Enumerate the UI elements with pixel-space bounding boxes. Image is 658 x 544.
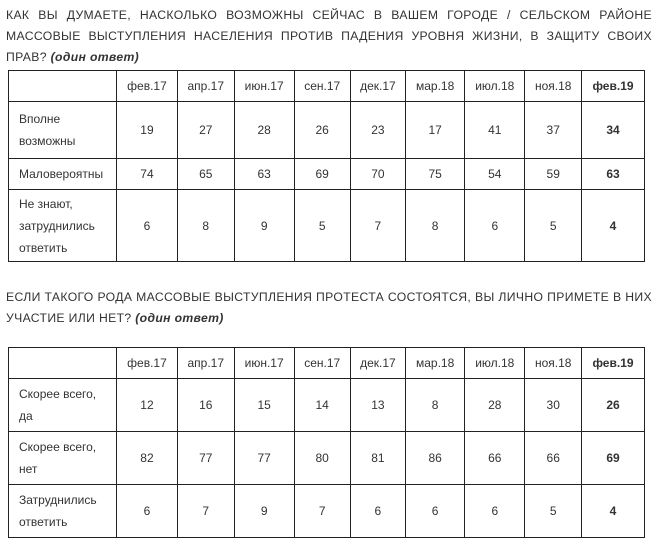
cell-value: 63 xyxy=(234,159,294,190)
cell-value: 41 xyxy=(465,102,525,159)
cell-value-latest: 69 xyxy=(582,432,645,485)
cell-value: 15 xyxy=(234,379,294,432)
column-header: июн.17 xyxy=(234,348,294,379)
question-2 xyxy=(6,287,652,329)
cell-value: 69 xyxy=(294,159,350,190)
cell-value: 27 xyxy=(177,102,234,159)
table-row xyxy=(9,432,645,485)
cell-value: 7 xyxy=(294,485,350,538)
cell-value: 82 xyxy=(117,432,178,485)
cell-value: 6 xyxy=(465,190,525,262)
cell-value: 6 xyxy=(465,485,525,538)
column-header-latest: фев.19 xyxy=(582,71,645,102)
cell-value: 86 xyxy=(406,432,465,485)
cell-value: 5 xyxy=(525,190,582,262)
cell-value: 5 xyxy=(294,190,350,262)
row-label: Скорее всего, да xyxy=(9,379,117,432)
cell-value: 66 xyxy=(525,432,582,485)
results-table-2 xyxy=(8,347,645,538)
column-header: июл.18 xyxy=(465,71,525,102)
question-1-text: КАК ВЫ ДУМАЕТЕ, НАСКОЛЬКО ВОЗМОЖНЫ СЕЙЧАС В ВАШЕМ ГОРОДЕ / СЕЛЬСКОМ РАЙОНЕ МАССОВЫЕ ВЫСТУПЛЕНИЯ НАСЕЛЕНИЯ ПРОТИВ ПАДЕНИЯ УРОВНЯ ЖИЗНИ, В ЗАЩИТУ СВОИХ ПРАВ? xyxy=(6,8,652,64)
cell-value: 8 xyxy=(177,190,234,262)
header-corner-cell xyxy=(9,71,117,102)
cell-value-latest: 4 xyxy=(582,190,645,262)
cell-value: 9 xyxy=(234,190,294,262)
cell-value: 80 xyxy=(294,432,350,485)
cell-value: 16 xyxy=(177,379,234,432)
column-header: дек.17 xyxy=(350,71,405,102)
cell-value: 8 xyxy=(406,379,465,432)
question-2-text: ЕСЛИ ТАКОГО РОДА МАССОВЫЕ ВЫСТУПЛЕНИЯ ПРОТЕСТА СОСТОЯТСЯ, ВЫ ЛИЧНО ПРИМЕТЕ В НИХ УЧАСТИЕ ИЛИ НЕТ? xyxy=(6,290,652,325)
column-header: июн.17 xyxy=(234,71,294,102)
cell-value: 59 xyxy=(525,159,582,190)
question-1 xyxy=(6,5,652,68)
cell-value: 81 xyxy=(350,432,405,485)
cell-value: 54 xyxy=(465,159,525,190)
header-corner-cell xyxy=(9,348,117,379)
cell-value: 6 xyxy=(117,190,178,262)
column-header: дек.17 xyxy=(350,348,405,379)
column-header-latest: фев.19 xyxy=(582,348,645,379)
column-header: апр.17 xyxy=(177,71,234,102)
cell-value-latest: 63 xyxy=(582,159,645,190)
column-header: ноя.18 xyxy=(525,348,582,379)
cell-value: 77 xyxy=(234,432,294,485)
cell-value: 23 xyxy=(350,102,405,159)
table-row xyxy=(9,379,645,432)
cell-value: 30 xyxy=(525,379,582,432)
cell-value: 12 xyxy=(117,379,178,432)
cell-value: 5 xyxy=(525,485,582,538)
row-label: Затруднились ответить xyxy=(9,485,117,538)
cell-value: 9 xyxy=(234,485,294,538)
table-row xyxy=(9,190,645,262)
row-label: Скорее всего, нет xyxy=(9,432,117,485)
table-row xyxy=(9,159,645,190)
question-1-note: (один ответ) xyxy=(50,50,140,64)
cell-value: 7 xyxy=(177,485,234,538)
column-header: мар.18 xyxy=(406,348,465,379)
cell-value: 65 xyxy=(177,159,234,190)
column-header: фев.17 xyxy=(117,348,178,379)
column-header: ноя.18 xyxy=(525,71,582,102)
column-header: сен.17 xyxy=(294,71,350,102)
cell-value: 6 xyxy=(117,485,178,538)
cell-value: 74 xyxy=(117,159,178,190)
results-table-1 xyxy=(8,70,645,262)
cell-value: 17 xyxy=(406,102,465,159)
cell-value: 77 xyxy=(177,432,234,485)
row-label: Маловероятны xyxy=(9,159,117,190)
cell-value: 13 xyxy=(350,379,405,432)
question-2-note: (один ответ) xyxy=(135,311,224,325)
column-header: сен.17 xyxy=(294,348,350,379)
table-row xyxy=(9,485,645,538)
cell-value: 28 xyxy=(465,379,525,432)
cell-value: 26 xyxy=(294,102,350,159)
table-row xyxy=(9,102,645,159)
cell-value-latest: 4 xyxy=(582,485,645,538)
row-label: Не знают, затруднились ответить xyxy=(9,190,117,262)
column-header: фев.17 xyxy=(117,71,178,102)
cell-value-latest: 26 xyxy=(582,379,645,432)
row-label: Вполне возможны xyxy=(9,102,117,159)
column-header: мар.18 xyxy=(406,71,465,102)
cell-value: 14 xyxy=(294,379,350,432)
cell-value: 75 xyxy=(406,159,465,190)
cell-value: 6 xyxy=(350,485,405,538)
cell-value: 37 xyxy=(525,102,582,159)
cell-value: 7 xyxy=(350,190,405,262)
cell-value: 28 xyxy=(234,102,294,159)
table-header-row xyxy=(9,348,645,379)
cell-value: 8 xyxy=(406,190,465,262)
cell-value: 66 xyxy=(465,432,525,485)
column-header: апр.17 xyxy=(177,348,234,379)
table-header-row xyxy=(9,71,645,102)
cell-value-latest: 34 xyxy=(582,102,645,159)
cell-value: 70 xyxy=(350,159,405,190)
column-header: июл.18 xyxy=(465,348,525,379)
cell-value: 19 xyxy=(117,102,178,159)
cell-value: 6 xyxy=(406,485,465,538)
